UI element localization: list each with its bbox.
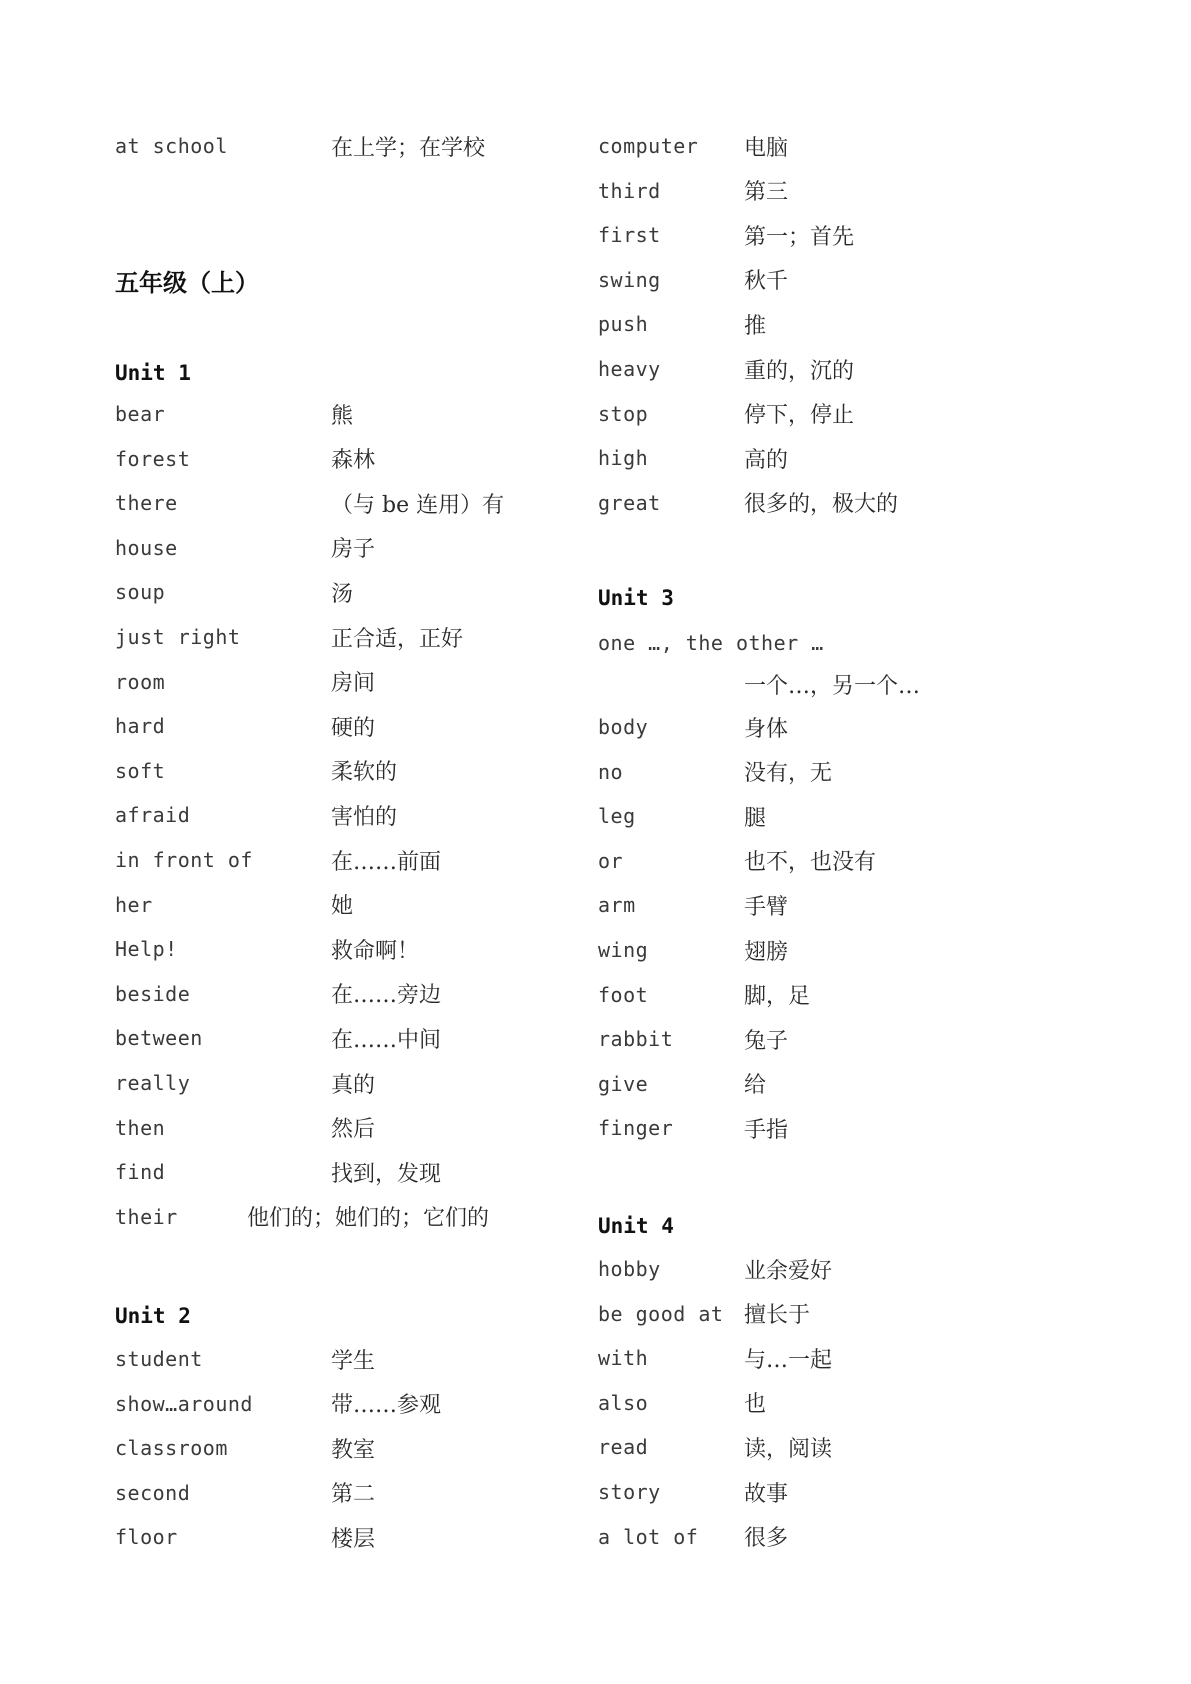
english-term: hobby [598, 1257, 661, 1281]
english-term: then [115, 1115, 166, 1140]
chinese-meaning: 故事 [744, 1481, 789, 1507]
english-term: no [598, 759, 624, 784]
chinese-meaning: 很多的，极大的 [744, 492, 899, 518]
english-term: room [115, 669, 166, 694]
english-term: her [115, 892, 153, 917]
english-term: show…around [115, 1391, 253, 1416]
vocab-entry [598, 1336, 833, 1380]
chinese-meaning: 手臂 [744, 894, 789, 920]
chinese-meaning: 很多 [744, 1526, 789, 1552]
vocab-entry [115, 749, 398, 793]
english-term: heavy [598, 357, 661, 381]
vocab-entry [598, 839, 877, 883]
english-term: just right [115, 625, 241, 649]
chinese-meaning: 柔软的 [331, 760, 398, 786]
english-term: there [115, 491, 178, 516]
vocab-entry [598, 1425, 833, 1469]
chinese-meaning: 停下，停止 [744, 403, 855, 429]
vocab-entry [115, 570, 354, 614]
chinese-meaning: 正合适，正好 [331, 626, 464, 652]
vocab-entry [598, 481, 899, 525]
chinese-meaning: 没有，无 [744, 761, 833, 787]
vocab-entry [115, 793, 398, 837]
chinese-meaning: 森林 [331, 448, 376, 474]
vocab-entry [115, 1150, 442, 1194]
vocab-entry [115, 437, 376, 481]
vocab-entry [598, 1062, 767, 1106]
vocab-entry [115, 1471, 376, 1515]
english-term: floor [115, 1525, 178, 1550]
chinese-meaning: 秋千 [744, 269, 789, 295]
chinese-meaning: 房间 [331, 671, 376, 697]
unit-4-heading-row [598, 1204, 674, 1248]
vocab-entry [598, 928, 789, 972]
chinese-meaning: 第一；首先 [744, 224, 855, 250]
english-term: Help! [115, 937, 178, 962]
chinese-meaning: 身体 [744, 716, 789, 742]
english-term: read [598, 1435, 649, 1460]
chinese-meaning: 在……前面 [331, 849, 442, 875]
chinese-meaning: 擅长于 [744, 1303, 811, 1329]
vocab-entry [115, 1382, 442, 1426]
chinese-meaning: 第二 [331, 1482, 376, 1508]
vocab-entry [598, 124, 789, 168]
chinese-meaning: 腿 [744, 805, 767, 831]
chinese-meaning: 硬的 [331, 715, 376, 741]
english-term: stop [598, 401, 649, 426]
vocab-entry [598, 213, 855, 257]
english-term: push [598, 312, 649, 337]
english-term: swing [598, 267, 661, 292]
chinese-meaning: 害怕的 [331, 804, 398, 830]
vocab-entry-at-school [115, 124, 486, 168]
english-term: computer [598, 134, 699, 158]
vocab-entry [598, 973, 811, 1017]
chinese-meaning: 电脑 [744, 135, 789, 161]
unit-3-heading-row [598, 576, 674, 620]
chinese-meaning: 重的，沉的 [744, 358, 855, 384]
vocab-entry [598, 794, 767, 838]
vocab-entry [598, 750, 833, 794]
chinese-meaning: 脚，足 [744, 984, 811, 1010]
chinese-meaning: 手指 [744, 1117, 789, 1143]
english-term: with [598, 1346, 649, 1371]
english-term: hard [115, 714, 166, 739]
english-term: really [115, 1071, 191, 1095]
vocab-entry [115, 1337, 376, 1381]
english-term: soup [115, 580, 166, 605]
english-term: in front of [115, 848, 253, 872]
chinese-meaning: 在上学；在学校 [331, 135, 486, 161]
english-term: story [598, 1480, 661, 1504]
unit-heading: Unit 2 [115, 1304, 191, 1328]
chinese-meaning: 找到，发现 [331, 1161, 442, 1187]
vocab-entry [115, 392, 354, 436]
vocab-entry [115, 481, 505, 525]
vocab-entry [115, 704, 376, 748]
vocab-entry [115, 972, 442, 1016]
english-term: their [115, 1204, 178, 1229]
english-term: a lot of [598, 1524, 699, 1549]
vocab-entry [598, 1381, 767, 1425]
vocab-entry [115, 1061, 376, 1105]
chinese-meaning: 楼层 [331, 1526, 376, 1552]
vocab-entry [115, 927, 420, 971]
english-term: rabbit [598, 1027, 674, 1052]
chinese-meaning: 房子 [331, 537, 376, 563]
english-term: arm [598, 893, 636, 918]
chinese-meaning: 也不，也没有 [744, 850, 877, 876]
chinese-meaning: 带……参观 [331, 1393, 442, 1419]
vocab-entry [598, 169, 789, 213]
vocab-entry [598, 1470, 789, 1514]
unit-3-phrase-row [598, 621, 824, 665]
vocab-entry [115, 660, 376, 704]
vocab-entry [598, 1247, 833, 1291]
chinese-meaning: 真的 [331, 1072, 376, 1098]
vocab-entry [115, 615, 464, 659]
english-term: house [115, 535, 178, 560]
english-term: give [598, 1071, 649, 1096]
english-term: soft [115, 758, 166, 783]
english-term: afraid [115, 803, 191, 828]
vocab-entry [598, 258, 789, 302]
chinese-meaning: 高的 [744, 447, 789, 473]
english-term: be good at [598, 1301, 724, 1326]
vocab-entry [115, 1195, 490, 1239]
chinese-meaning: 教室 [331, 1437, 376, 1463]
chinese-meaning: 在……旁边 [331, 983, 442, 1009]
vocab-entry [598, 1017, 789, 1061]
english-term: foot [598, 982, 649, 1007]
chinese-meaning: 翅膀 [744, 939, 789, 965]
english-term: bear [115, 402, 166, 426]
unit-1-heading-row [115, 351, 191, 395]
vocab-entry [598, 302, 767, 346]
chinese-meaning: 熊 [331, 403, 354, 429]
vocab-entry [115, 838, 442, 882]
vocab-entry [115, 526, 376, 570]
grade-heading-row [115, 258, 259, 302]
chinese-meaning: 业余爱好 [744, 1258, 833, 1284]
chinese-meaning: 读，阅读 [744, 1436, 833, 1462]
english-term: second [115, 1480, 191, 1505]
english-term: body [598, 715, 649, 739]
chinese-meaning: 给 [744, 1073, 767, 1099]
chinese-meaning: 在……中间 [331, 1027, 442, 1053]
unit-heading: Unit 1 [115, 361, 191, 385]
vocab-entry [598, 705, 789, 749]
english-term: student [115, 1347, 203, 1371]
vocab-entry [115, 1106, 376, 1150]
english-term: forest [115, 446, 191, 471]
english-term: wing [598, 938, 649, 962]
chinese-meaning: （与 be 连用）有 [331, 492, 505, 518]
chinese-meaning: 学生 [331, 1348, 376, 1374]
vocab-entry [115, 883, 354, 927]
vocab-entry [598, 883, 789, 927]
vocab-entry [115, 1426, 376, 1470]
english-term: also [598, 1390, 649, 1415]
vocab-entry [115, 1515, 376, 1559]
english-term: high [598, 446, 649, 471]
chinese-meaning: 第三 [744, 180, 789, 206]
english-term: leg [598, 804, 636, 829]
english-term: one …, the other … [598, 631, 824, 655]
english-term: first [598, 223, 661, 248]
unit-2-heading-row [115, 1294, 191, 1338]
english-term: between [115, 1026, 203, 1051]
vocab-entry [598, 1292, 811, 1336]
vocab-entry [598, 392, 855, 436]
chinese-meaning: 兔子 [744, 1028, 789, 1054]
english-term: third [598, 178, 661, 203]
vocab-entry [598, 1515, 789, 1559]
english-term: beside [115, 981, 191, 1006]
english-term: find [115, 1160, 166, 1185]
grade-heading: 五年级（上） [115, 267, 259, 297]
chinese-meaning: 也 [744, 1392, 767, 1418]
chinese-meaning: 然后 [331, 1117, 376, 1143]
unit-heading: Unit 4 [598, 1214, 674, 1238]
english-term: at school [115, 134, 228, 158]
vocab-entry [598, 436, 789, 480]
vocab-entry [115, 1016, 442, 1060]
chinese-meaning: 推 [744, 313, 767, 339]
english-term: great [598, 490, 661, 515]
chinese-meaning: 一个…，另一个… [744, 673, 921, 699]
chinese-meaning: 她 [331, 894, 354, 920]
english-term: finger [598, 1116, 674, 1141]
chinese-meaning: 与…一起 [744, 1347, 833, 1373]
vocab-entry [598, 347, 855, 391]
vocab-entry [598, 1106, 789, 1150]
chinese-meaning: 他们的；她们的；它们的 [247, 1206, 490, 1232]
chinese-meaning: 汤 [331, 581, 354, 607]
english-term: or [598, 848, 624, 873]
english-term: classroom [115, 1436, 228, 1461]
chinese-meaning: 救命啊！ [331, 938, 420, 964]
unit-heading: Unit 3 [598, 586, 674, 610]
